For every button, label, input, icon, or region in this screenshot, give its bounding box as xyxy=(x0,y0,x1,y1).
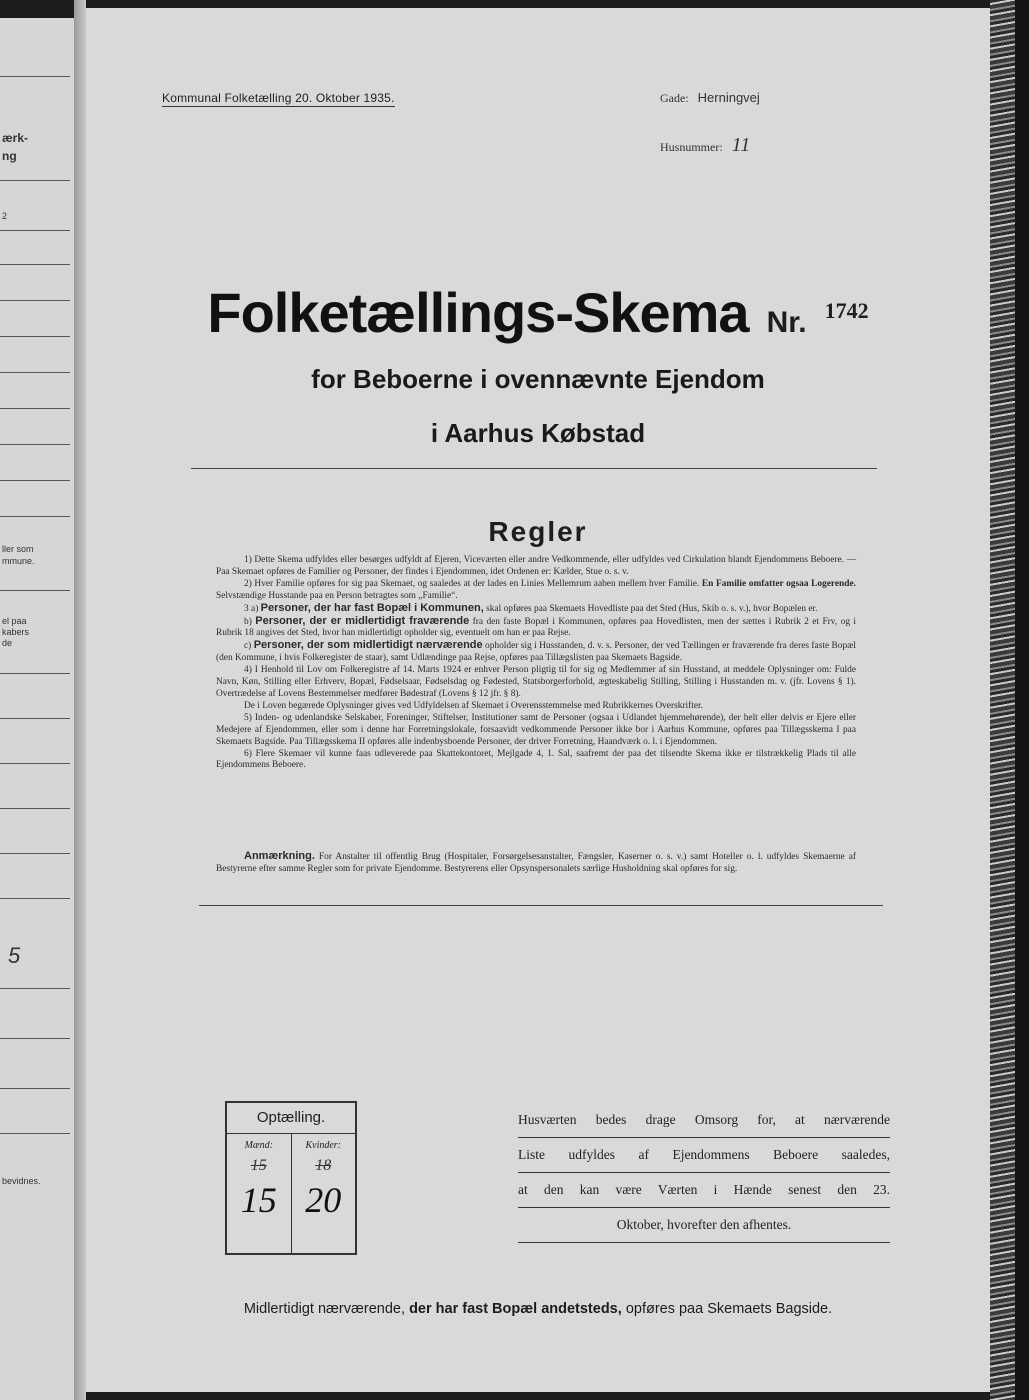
rules-heading: Regler xyxy=(488,516,588,547)
fragment-text: ng xyxy=(2,149,17,163)
rule-2-text: 2) Hver Familie opføres for sig paa Skemaet, og saaledes at der lades en Linies Mellemrum aaben mellem hver Familie. xyxy=(244,578,700,589)
men-struck-value: 15 xyxy=(250,1157,267,1174)
rule-3a-number: 3 a) xyxy=(244,603,259,614)
form-number: 1742 xyxy=(824,298,869,323)
address-block xyxy=(660,90,760,178)
census-form-page xyxy=(86,8,990,1392)
fragment-text: de xyxy=(2,638,13,648)
subtitle-line-1: for Beboerne i ovennævnte Ejendom xyxy=(311,364,765,394)
count-box xyxy=(225,1101,357,1255)
rule-4: 4) I Henhold til Lov om Folkeregistre af 14. Marts 1924 er enhver Person pligtig til for sig og Medlemmer af sin Husstand, at meddele Oplysninger om: Fulde Navn, Køn, Stilling eller Erhverv, Bopæl, Fødselsaar, Fødselsdag og Fødested, Statsborgerforhold, ægteskabelig Stilling, Stilling i Husstanden m. v. (jfr. Lovens § 1). Overtrædelse af Lovens Bestemmelser medfører Bødestraf (Lovens § 12 jfr. § 8). xyxy=(216,665,856,699)
fragment-text: ærk- xyxy=(2,131,29,145)
remark-text: For Anstalter til offentlig Brug (Hospitaler, Forsørgelsesanstalter, Fængsler, Kaserner o. s. v.) samt Hoteller o. l. udfyldes Skemaerne af Bestyrerne efter samme Regler som for private Ejendomme. Bestyrerens eller Opsynspersonalets særlige Husholdning skal opføres for sig. xyxy=(216,852,857,874)
footer-bold: der har fast Bopæl andetsteds, xyxy=(409,1301,622,1317)
divider xyxy=(191,468,877,469)
rule-3b xyxy=(216,616,856,641)
subtitle-line-2: i Aarhus Købstad xyxy=(430,418,646,448)
book-gutter xyxy=(74,0,86,1400)
women-column xyxy=(291,1134,356,1253)
form-title xyxy=(86,280,990,345)
rule-3b-text: fra den faste Bopæl i Kommunen, opføres paa Hovedlisten, men der sættes i Rubrik 2 et Frv, og i Rubrik 18 angives det Sted, hvor han midlertidigt opholder sig, eventuelt om han er paa Rejse. xyxy=(216,616,857,639)
count-title: Optælling. xyxy=(227,1103,355,1134)
rule-5: 5) Inden- og udenlandske Selskaber, Foreninger, Stiftelser, Institutioner samt de Personer (ogsaa i Udlandet hjemmehørende), der helt eller delvis er Ejere eller Medejere af Ejendommen, eller som i denne har Forretningslokale, forsaavidt vedkommende Personer ikke bor i Aarhus Kommune, opføres paa Tillægsskema I paa Skemaets Bagside. Paa Tillægsskema II opføres alle indenbysboende Personer, der driver Forretning, Haandværk o. l. i Ejendommen. xyxy=(216,712,856,747)
book-binding-edge xyxy=(990,0,1029,1400)
title-nr-label: Nr. xyxy=(766,306,807,339)
note-line: at den kan være Værten i Hænde senest den 23. xyxy=(518,1173,890,1208)
rule-3c xyxy=(216,640,856,665)
men-label: Mænd: xyxy=(244,1140,273,1151)
women-count: 20 xyxy=(305,1180,342,1220)
rule-3c-heading: Personer, der som midlertidigt nærværende xyxy=(253,639,483,652)
note-line: Oktober, hvorefter den afhentes. xyxy=(518,1208,890,1243)
rule-2-note: Selvstændige Husstande paa en Person betragtes som „Familie“. xyxy=(216,590,458,601)
rule-3a-text: skal opføres paa Skemaets Hovedliste paa det Sted (Hus, Skib o. s. v.), hvor Bopælen er. xyxy=(486,603,818,614)
rule-2 xyxy=(216,579,856,603)
street-value: Herningvej xyxy=(697,90,760,105)
fragment-text: 2 xyxy=(2,211,8,221)
landlord-note xyxy=(518,1103,890,1243)
rule-1: 1) Dette Skema udfyldes eller besørges udfyldt af Ejeren, Viceværten eller andre Vedkommende, eller udfyldes ved Cirkulation blandt Ejendommens Beboere. — Paa Skemaet opføres de Familier og Personer, der findes i Ejendommen, idet Ordenen er: Kælder, Stue o. s. v. xyxy=(216,555,856,577)
footer-post: opføres paa Skemaets Bagside. xyxy=(625,1301,833,1317)
rule-3b-heading: Personer, der er midlertidigt fraværende xyxy=(255,614,470,627)
footer-pre: Midlertidigt nærværende, xyxy=(243,1301,406,1317)
rule-3b-number: b) xyxy=(244,616,252,627)
rule-3c-number: c) xyxy=(244,641,252,652)
fragment-text: el paa xyxy=(2,616,27,626)
rule-4b: De i Loven begærede Oplysninger gives ved Udfyldelsen af Skemaet i Overensstemmelse med Rubrikkernes Overskrifter. xyxy=(244,700,703,711)
fragment-text: mmune. xyxy=(2,556,35,566)
footer-note xyxy=(86,1301,990,1317)
note-line: Husværten bedes drage Omsorg for, at nærværende xyxy=(518,1103,890,1138)
handwritten-number: 5 xyxy=(8,943,21,968)
rule-2-emphasis: En Familie omfatter ogsaa Logerende. xyxy=(701,578,856,589)
fragment-text: kabers xyxy=(2,627,30,637)
fragment-text: bevidnes. xyxy=(2,1176,41,1186)
note-line: Liste udfyldes af Ejendommens Beboere saaledes, xyxy=(518,1138,890,1173)
divider xyxy=(199,905,883,906)
women-struck-value: 18 xyxy=(315,1157,332,1174)
rules-text xyxy=(216,555,856,772)
rule-3c-text: opholder sig i Husstanden, d. v. s. Personer, der ved Tællingen er fraværende fra deres faste Bopæl (den Kommune, i hvis Folkeregister de staar), samt Udlændinge paa Rejse, opføres paa Tillægslisten paa Skemaets Bagside. xyxy=(216,641,857,664)
men-column xyxy=(227,1134,291,1253)
house-number-label: Husnummer: xyxy=(660,140,723,154)
women-label: Kvinder: xyxy=(305,1140,342,1151)
rule-6: 6) Flere Skemaer vil kunne faas udleverede paa Skattekontoret, Mejlgade 4, 1. Sal, saafremt der paa det tilsendte Skema ikke er tilstrækkelig Plads til alle Ejendommens Beboere. xyxy=(216,748,856,771)
men-count: 15 xyxy=(240,1180,277,1220)
title-main: Folketællings-Skema xyxy=(207,281,749,344)
rule-3a-heading: Personer, der har fast Bopæl i Kommunen, xyxy=(260,601,484,614)
remark-heading: Anmærkning. xyxy=(244,850,315,862)
remark xyxy=(216,850,856,875)
previous-page-edge xyxy=(0,18,74,1400)
fragment-text: ller som xyxy=(2,544,34,554)
house-number-value: 11 xyxy=(731,134,751,156)
census-header: Kommunal Folketælling 20. Oktober 1935. xyxy=(162,91,395,105)
street-label: Gade: xyxy=(660,91,689,105)
